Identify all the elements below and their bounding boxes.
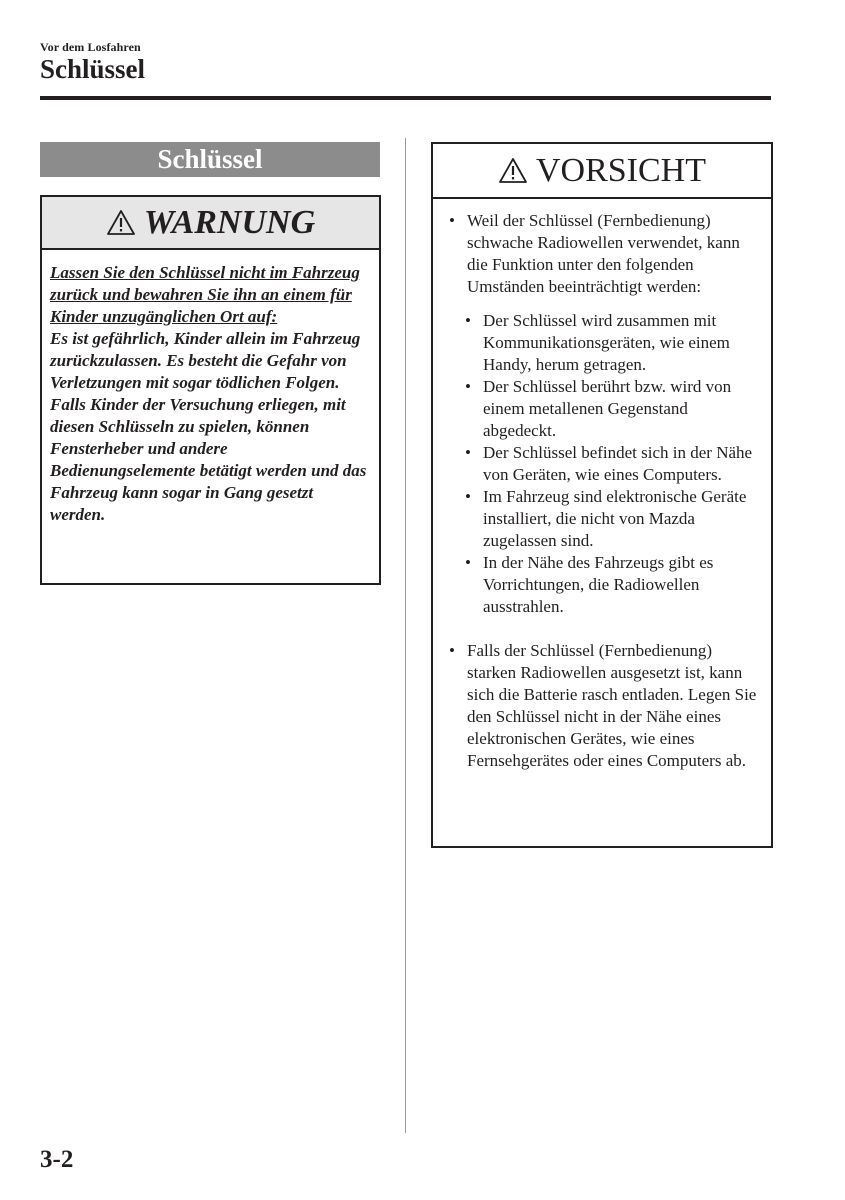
- warning-body: [42, 250, 379, 526]
- page-title: Schlüssel: [40, 54, 146, 84]
- caution-subitem-text: Im Fahrzeug sind elektronische Geräte installiert, die nicht von Mazda zugelassen sind.: [483, 487, 747, 550]
- bullet-dot: •: [465, 443, 471, 462]
- caution-subitem-text: Der Schlüssel befindet sich in der Nähe von Geräten, wie eines Computers.: [483, 443, 753, 484]
- caution-subitem-text: Der Schlüssel wird zusammen mit Kommunikationsgeräten, wie einem Handy, herum getragen.: [483, 311, 730, 374]
- caution-bullet: [449, 640, 761, 772]
- caution-subitem-text: In der Nähe des Fahrzeugs gibt es Vorrichtungen, die Radiowellen ausstrahlen.: [483, 553, 714, 616]
- bullet-dot: •: [465, 553, 471, 572]
- caution-sublist: [465, 310, 761, 618]
- caution-subitem: [465, 552, 761, 618]
- column-divider: [405, 138, 406, 1133]
- bullet-dot: •: [465, 311, 471, 330]
- caution-box: [431, 142, 773, 848]
- caution-subitem: [465, 486, 761, 552]
- warning-triangle-icon: [106, 209, 136, 236]
- caution-bullet: [449, 210, 761, 298]
- bullet-dot: •: [449, 641, 455, 660]
- caution-bullet-text: Falls der Schlüssel (Fernbedienung) starken Radiowellen ausgesetzt ist, kann sich die Batterie rasch entladen. Legen Sie den Schlüssel nicht in der Nähe eines elektronischen Gerätes, wie eines Fernsehgerätes oder eines Computers ab.: [467, 641, 757, 770]
- title-divider: [40, 96, 771, 100]
- bullet-dot: •: [449, 211, 455, 230]
- caution-subitem: [465, 310, 761, 376]
- caution-title: VORSICHT: [535, 151, 707, 189]
- caution-subitem: [465, 376, 761, 442]
- warning-triangle-icon: [498, 157, 528, 184]
- bullet-dot: •: [465, 377, 471, 396]
- warning-header: [42, 197, 379, 250]
- caution-body: [433, 199, 771, 772]
- page-number: 3-2: [40, 1146, 74, 1173]
- caution-bullet-text: Weil der Schlüssel (Fernbedienung) schwache Radiowellen verwendet, kann die Funktion unter den folgenden Umständen beeinträchtigt werden:: [467, 211, 740, 296]
- warning-box: [40, 195, 381, 585]
- bullet-dot: •: [465, 487, 471, 506]
- breadcrumb: Vor dem Losfahren: [40, 40, 141, 54]
- caution-header: [433, 144, 771, 199]
- warning-text: Es ist gefährlich, Kinder allein im Fahrzeug zurückzulassen. Es besteht die Gefahr von Verletzungen mit sogar tödlichen Folgen. Falls Kinder der Versuchung erliegen, mit diesen Schlüsseln zu spielen, können Fensterheber und andere Bedienungselemente betätigt werden und das Fahrzeug kann sogar in Gang gesetzt werden.: [50, 329, 367, 524]
- caution-subitem-text: Der Schlüssel berührt bzw. wird von einem metallenen Gegenstand abgedeckt.: [483, 377, 732, 440]
- section-heading: Schlüssel: [40, 142, 380, 177]
- caution-subitem: [465, 442, 761, 486]
- warning-lead: Lassen Sie den Schlüssel nicht im Fahrzeug zurück und bewahren Sie ihn an einem für Kinder unzugänglichen Ort auf:: [50, 263, 360, 326]
- warning-title: WARNUNG: [143, 203, 316, 241]
